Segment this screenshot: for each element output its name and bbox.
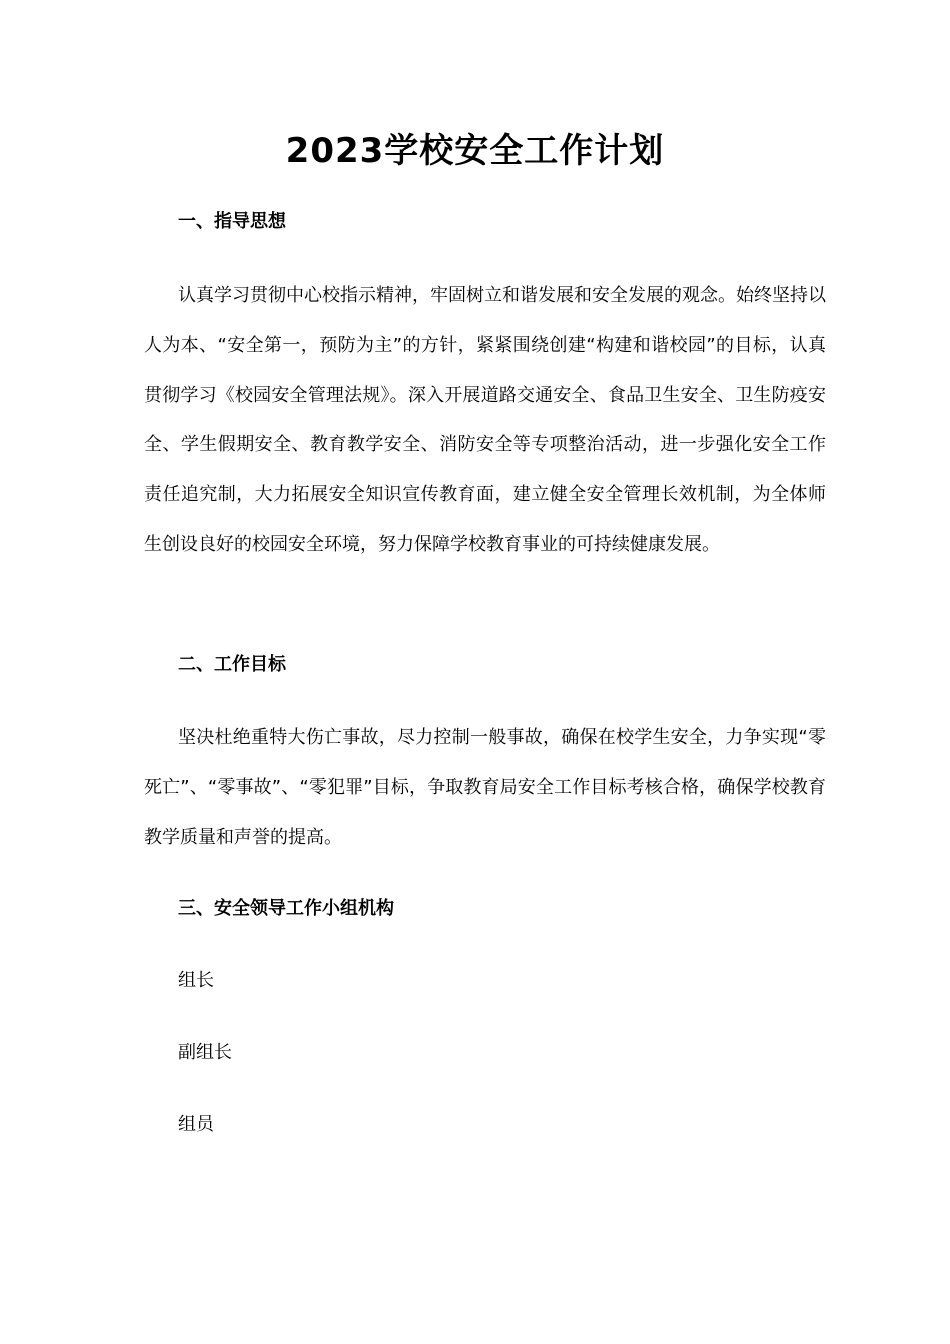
section-heading-work-goals: 二、工作目标 (178, 654, 286, 675)
paragraph-work-goals: 坚决杜绝重特大伤亡事故，尽力控制一般事故，确保在校学生安全，力争实现“零死亡”、“零事故”、“零犯罪”目标，争取教育局安全工作目标考核合格，确保学校教育教学质量和声誉的提高。 (144, 727, 826, 848)
role-deputy-leader: 副组长 (178, 1042, 232, 1063)
paragraph-guiding-ideology: 认真学习贯彻中心校指示精神，牢固树立和谐发展和安全发展的观念。始终坚持以人为本、“安全第一，预防为主”的方针，紧紧围绕创建“构建和谐校园”的目标，认真贯彻学习《校园安全管理法规》。深入开展道路交通安全、食品卫生安全、卫生防疫安全、学生假期安全、教育教学安全、消防安全等专项整治活动，进一步强化安全工作责任追究制，大力拓展安全知识宣传教育面，建立健全安全管理长效机制，为全体师生创设良好的校园安全环境，努力保障学校教育事业的可持续健康发展。 (144, 285, 826, 555)
document-title: 2023学校安全工作计划 (285, 131, 665, 171)
role-leader: 组长 (178, 970, 214, 991)
section-heading-guiding-ideology: 一、指导思想 (178, 211, 286, 232)
section-heading-leadership-group: 三、安全领导工作小组机构 (178, 898, 394, 919)
role-member: 组员 (178, 1114, 214, 1135)
